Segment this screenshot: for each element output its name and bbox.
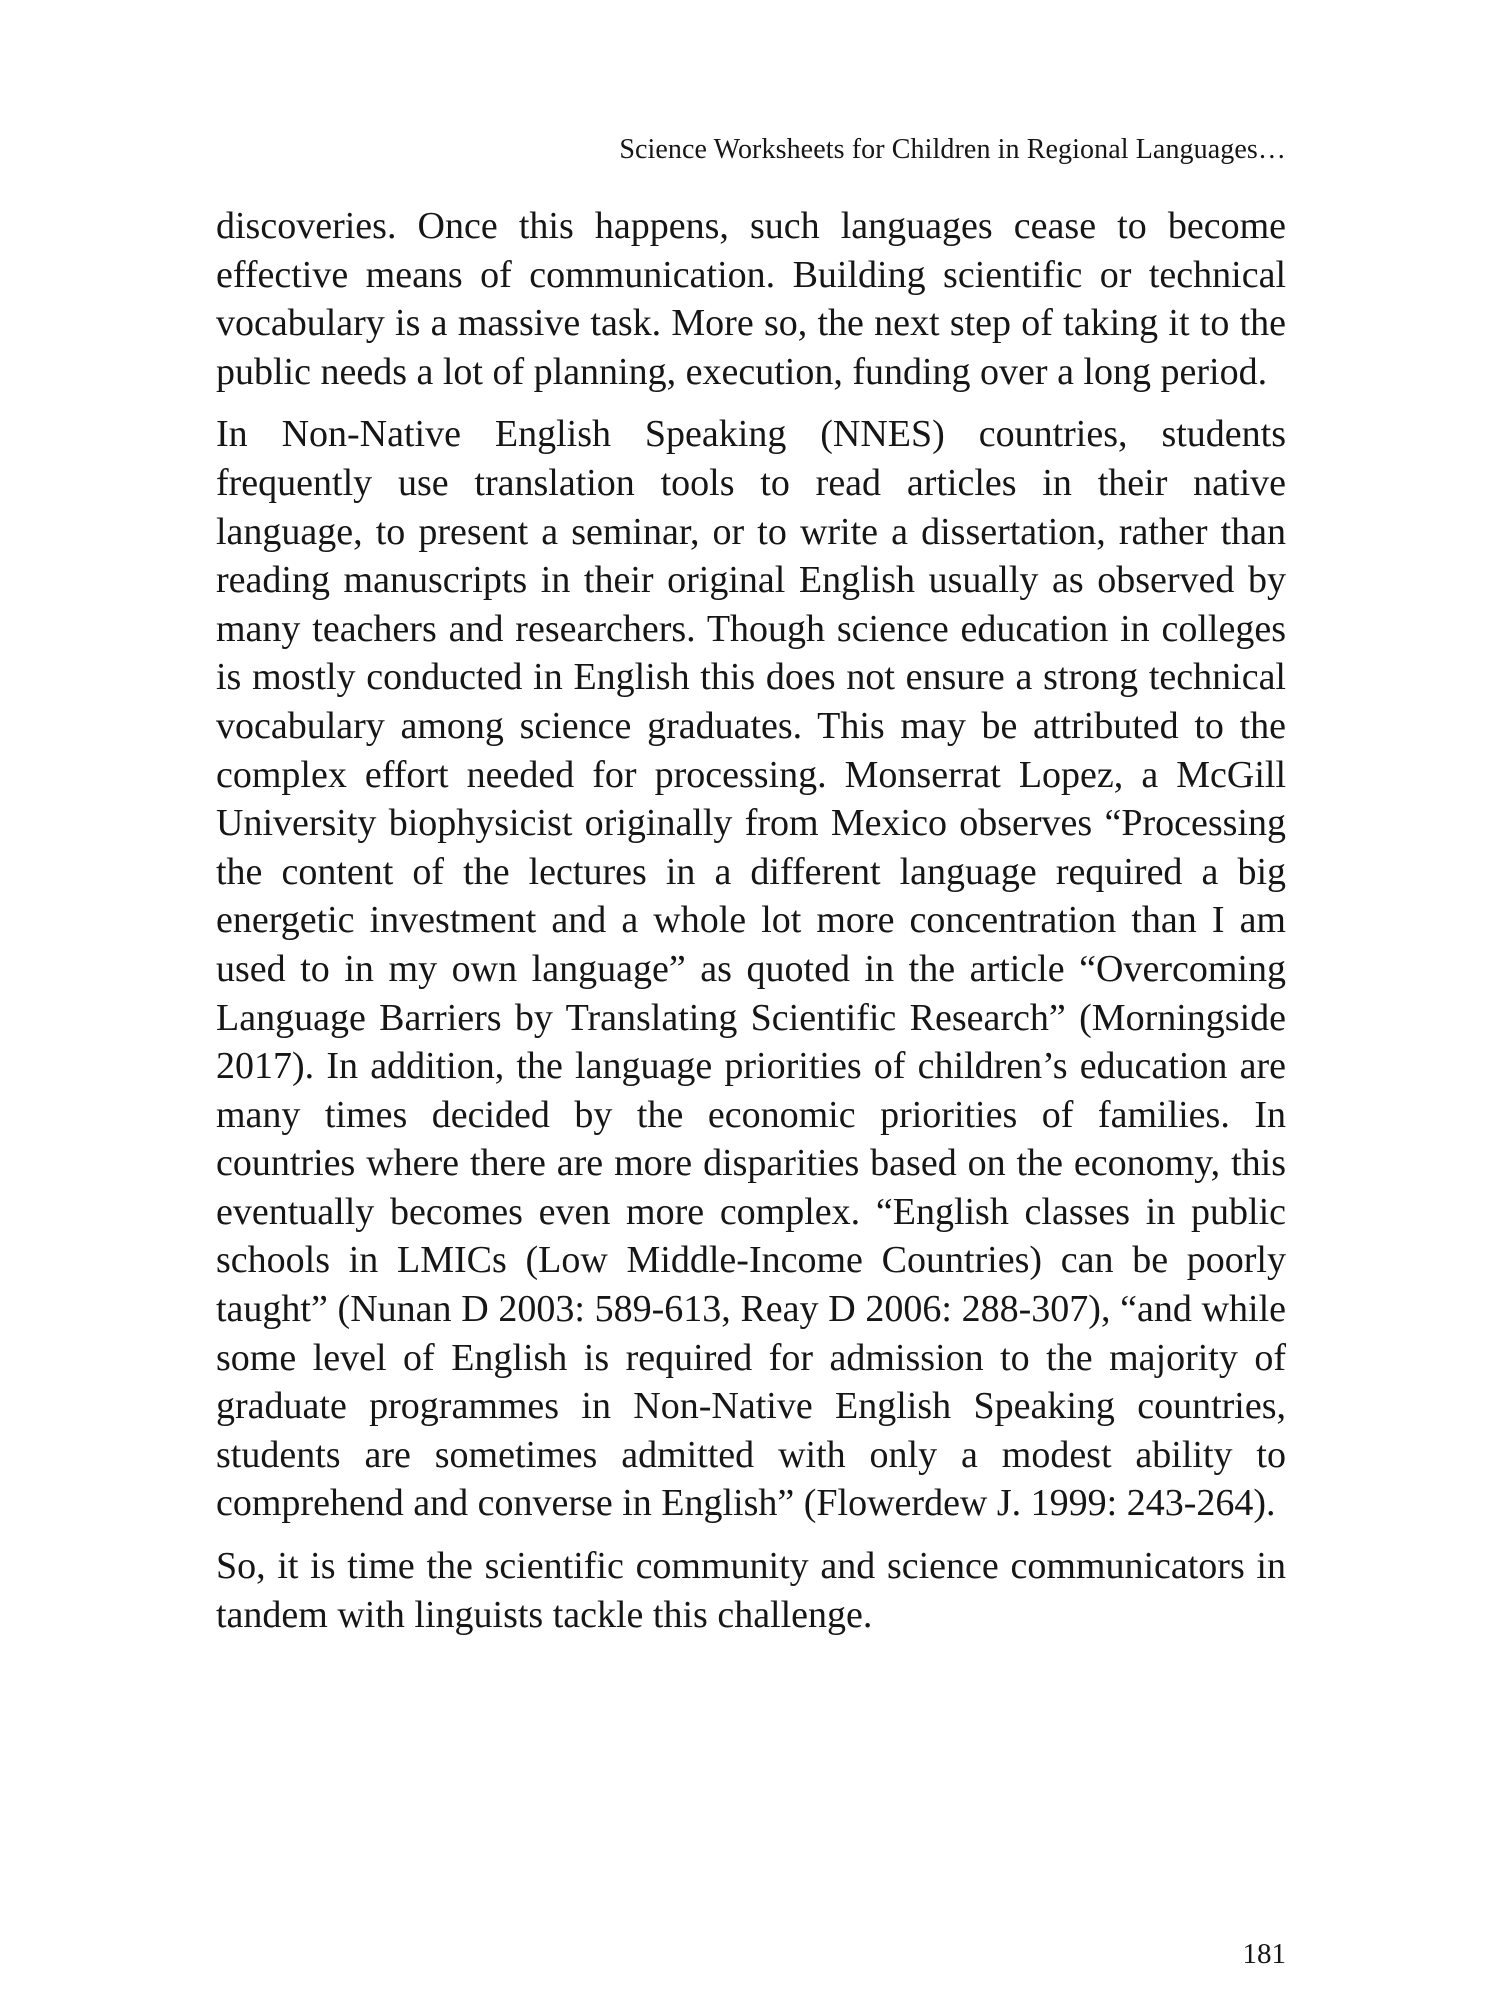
- running-header: Science Worksheets for Children in Regional Languages…: [619, 134, 1286, 165]
- paragraph-conclusion: So, it is time the scientific community and science communicators in tandem with linguists tackle this challenge.: [216, 1545, 1286, 1636]
- body-text: [216, 202, 1286, 1639]
- paragraph-nnes-countries: In Non-Native English Speaking (NNES) countries, students frequently use translation tools to read articles in their native language, to present a seminar, or to write a dissertation, rather than reading manuscripts in their original English usually as observed by many teachers and researchers. Though science education in colleges is mostly conducted in English this does not ensure a strong technical vocabulary among science graduates. This may be attributed to the complex effort needed for processing. Monserrat Lopez, a McGill University biophysicist originally from Mexico observes “Processing the content of the lectures in a different language required a big energetic investment and a whole lot more concentration than I am used to in my own language” as quoted in the article “Overcoming Language Barriers by Translating Scientific Research” (Morningside 2017). In addition, the language priorities of children’s education are many times decided by the economic priorities of families. In countries where there are more disparities based on the economy, this eventually becomes even more complex. “English classes in public schools in LMICs (Low Middle-Income Countries) can be poorly taught” (Nunan D 2003: 589-613, Reay D 2006: 288-307), “and while some level of English is required for admission to the majority of graduate programmes in Non-Native English Speaking countries, students are sometimes admitted with only a modest ability to comprehend and converse in English” (Flowerdew J. 1999: 243-264).: [216, 413, 1286, 1525]
- paragraph-discoveries: discoveries. Once this happens, such languages cease to become effective means of communication. Building scientific or technical vocabulary is a massive task. More so, the next step of taking it to the public needs a lot of planning, execution, funding over a long period.: [216, 205, 1286, 393]
- page-number: 181: [1242, 1938, 1286, 1970]
